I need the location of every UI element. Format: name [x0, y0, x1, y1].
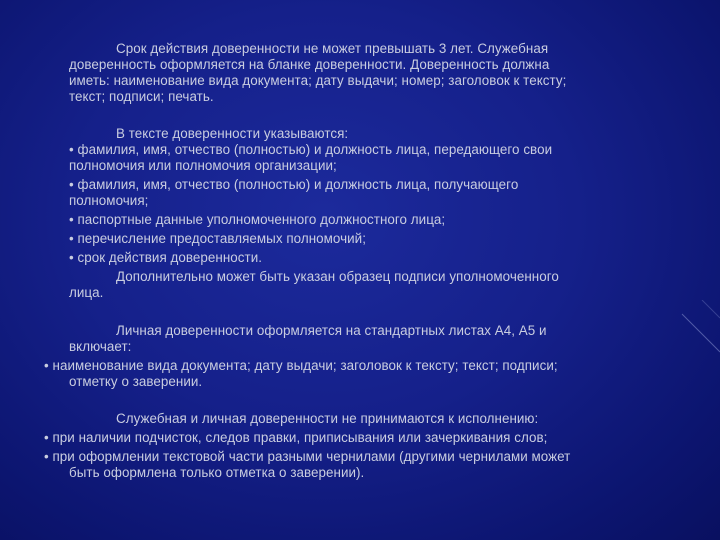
corner-decoration — [680, 300, 720, 360]
block4-line3: • при оформлении текстовой части разными чернилами (другими чернилами может — [44, 449, 571, 464]
block2-line8: Дополнительно может быть указан образец подписи уполномоченного — [116, 269, 559, 284]
block2-line7: • срок действия доверенности. — [69, 250, 262, 265]
block1-line4: текст; подписи; печать. — [69, 89, 214, 104]
block2-line9: лица. — [69, 285, 104, 300]
block2-line5: • паспортные данные уполномоченного должностного лица; — [69, 212, 446, 227]
block3-line3: • наименование вида документа; дату выдачи; заголовок к тексту; текст; подписи; — [44, 358, 558, 373]
block2-line4: полномочия; — [69, 193, 149, 208]
block3-line2: включает: — [69, 339, 132, 354]
block4-line1: Служебная и личная доверенности не принимаются к исполнению: — [116, 411, 539, 426]
block1-line2: доверенность оформляется на бланке доверенности. Доверенность должна — [69, 57, 550, 72]
block3-line1: Личная доверенности оформляется на стандартных листах А4, А5 и — [116, 323, 547, 338]
block2-line2: полномочия или полномочия организации; — [69, 158, 337, 173]
block2-line6: • перечисление предоставляемых полномочий; — [69, 231, 366, 246]
block1-line3: иметь: наименование вида документа; дату выдачи; номер; заголовок к тексту; — [69, 73, 567, 88]
block4-line4: быть оформлена только отметка о заверении). — [69, 465, 365, 480]
block1-line1: Срок действия доверенности не может превышать 3 лет. Служебная — [116, 41, 549, 56]
block4-line2: • при наличии подчисток, следов правки, приписывания или зачеркивания слов; — [44, 430, 548, 445]
block2-heading: В тексте доверенности указываются: — [116, 126, 349, 141]
block3-line4: отметку о заверении. — [69, 374, 203, 389]
block2-line1: • фамилия, имя, отчество (полностью) и должность лица, передающего свои — [69, 142, 553, 157]
block2-line3: • фамилия, имя, отчество (полностью) и должность лица, получающего — [69, 177, 519, 192]
